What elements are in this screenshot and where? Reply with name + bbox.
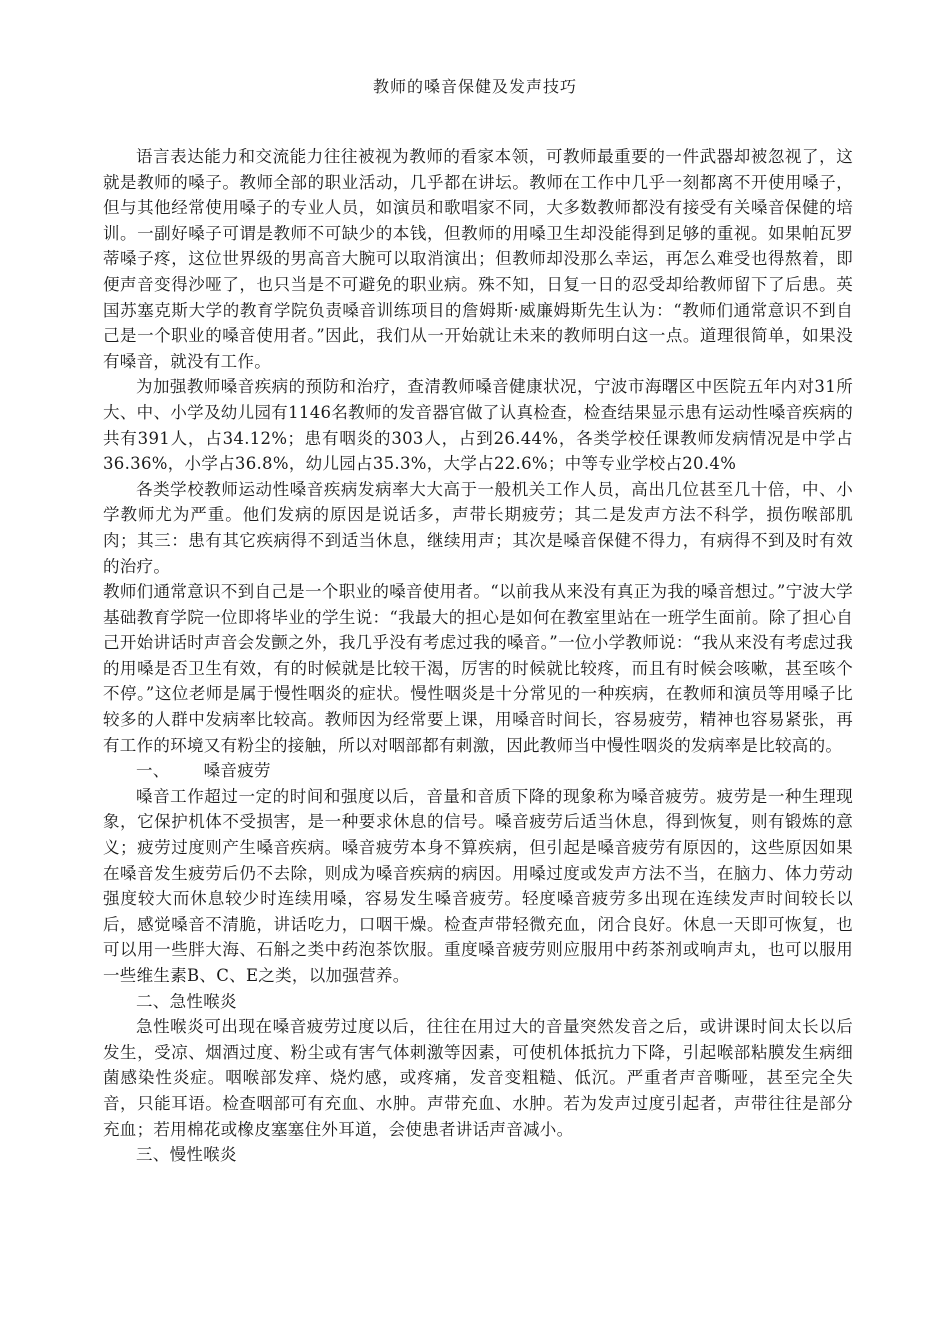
section-heading-acute-laryngitis: 二、急性喉炎 [136, 991, 237, 1011]
paragraph-acute-laryngitis: 急性喉炎可出现在嗓音疲劳过度以后，往往在用过大的音量突然发音之后，或讲课时间太长以后发生，受凉、烟酒过度、粉尘或有害气体刺激等因素，可使机体抵抗力下降，引起喉部粘膜发生病细菌感染性炎症。咽喉部发痒、烧灼感，或疼痛，发音变粗糙、低沉。严重者声音嘶哑，甚至完全失音，只能耳语。检查咽部可有充血、水肿。声带充血、水肿。若为发声过度引起者，声带往往是部分充血；若用棉花或橡皮塞塞住外耳道，会使患者讲话声音减小。 [103, 1017, 853, 1139]
section-title: 嗓音疲劳 [203, 761, 271, 781]
section-heading-voice-fatigue [103, 758, 853, 784]
section-number: 一、 [136, 761, 170, 781]
paragraph-survey: 为加强教师嗓音疾病的预防和治疗，查清教师嗓音健康状况，宁波市海曙区中医院五年内对31所大、中、小学及幼儿园有1146名教师的发音器官做了认真检查，检查结果显示患有运动性嗓音疾病的共有391人，占34.12%；患有咽炎的303人，占到26.44%，各类学校任课教师发病情况是中学占36.36%，小学占36.8%，幼儿园占35.3%，大学占22.6%；中等专业学校占20.4% [103, 377, 853, 474]
paragraph-voice-fatigue: 嗓音工作超过一定的时间和强度以后，音量和音质下降的现象称为嗓音疲劳。疲劳是一种生理现象，它保护机体不受损害，是一种要求休息的信号。嗓音疲劳后适当休息，得到恢复，则有锻炼的意义；疲劳过度则产生嗓音疾病。嗓音疲劳本身不算疾病，但引起是嗓音疲劳有原因的，这些原因如果在嗓音发生疲劳后仍不去除，则成为嗓音疾病的病因。用嗓过度或发声方法不当，在脑力、体力劳动强度较大而休息较少时连续用嗓，容易发生嗓音疲劳。轻度嗓音疲劳多出现在连续发声时间较长以后，感觉嗓音不清脆，讲话吃力，口咽干燥。检查声带轻微充血，闭合良好。休息一天即可恢复，也可以用一些胖大海、石斛之类中药泡茶饮服。重度嗓音疲劳则应服用中药茶剂或响声丸，也可以服用一些维生素B、C、E之类，以加强营养。 [103, 786, 853, 985]
paragraph-causes: 各类学校教师运动性嗓音疾病发病率大大高于一般机关工作人员，高出几位甚至几十倍，中、小学教师尤为严重。他们发病的原因是说话多，声带长期疲劳；其二是发声方法不科学，损伤喉部肌肉；其三：患有其它疾病得不到适当休息，继续用声；其次是嗓音保健不得力，有病得不到及时有效的治疗。 [103, 479, 853, 576]
document-title: 教师的嗓音保健及发声技巧 [372, 77, 577, 96]
paragraph-quotes: 教师们通常意识不到自己是一个职业的嗓音使用者。“以前我从来没有真正为我的嗓音想过。”宁波大学基础教育学院一位即将毕业的学生说：“我最大的担心是如何在教室里站在一班学生面前。除了担心自己开始讲话时声音会发颤之外，我几乎没有考虑过我的嗓音。”一位小学教师说：“我从来没有考虑过我的用嗓是否卫生有效，有的时候就是比较干渴，厉害的时候就比较疼，而且有时候会咳嗽，甚至咳个不停。”这位老师是属于慢性咽炎的症状。慢性咽炎是十分常见的一种疾病，在教师和演员等用嗓子比较多的人群中发病率比较高。教师因为经常要上课，用嗓音时间长，容易疲劳，精神也容易紧张，再有工作的环境又有粉尘的接触，所以对咽部都有刺激，因此教师当中慢性咽炎的发病率是比较高的。 [103, 582, 853, 755]
paragraph-intro: 语言表达能力和交流能力往往被视为教师的看家本领，可教师最重要的一件武器却被忽视了，这就是教师的嗓子。教师全部的职业活动，几乎都在讲坛。教师在工作中几乎一刻都离不开使用嗓子，但与其他经常使用嗓子的专业人员，如演员和歌唱家不同，大多数教师都没有接受有关嗓音保健的培训。一副好嗓子可谓是教师不可缺少的本钱，但教师的用嗓卫生却没能得到足够的重视。如果帕瓦罗蒂嗓子疼，这位世界级的男高音大腕可以取消演出；但教师却没那么幸运，再怎么难受也得熬着，即便声音变得沙哑了，也只当是不可避免的职业病。殊不知，日复一日的忍受却给教师留下了后患。英国苏塞克斯大学的教育学院负责嗓音训练项目的詹姆斯·威廉姆斯先生认为：“教师们通常意识不到自己是一个职业的嗓音使用者。”因此，我们从一开始就让未来的教师明白这一点。道理很简单，如果没有嗓音，就没有工作。 [103, 147, 853, 371]
section-heading-chronic-laryngitis: 三、慢性喉炎 [136, 1145, 237, 1165]
document-body [103, 144, 853, 1168]
